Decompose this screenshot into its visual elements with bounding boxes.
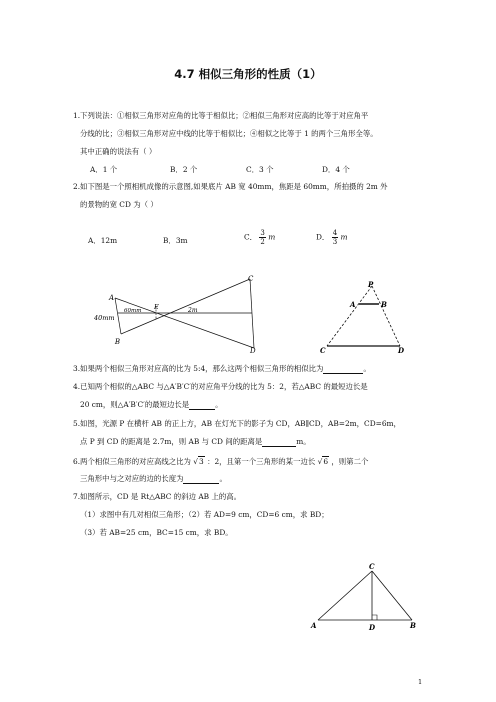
light-shadow-diagram (310, 280, 410, 356)
q2-line2: 的景物的宽 CD 为（ ） (80, 200, 158, 209)
page-title: 4.7 相似三角形的性质（1） (174, 67, 322, 81)
q1-line3: 其中正确的说法有（ ） (80, 147, 157, 156)
q6-line2 (80, 474, 227, 484)
q2-option-c-denominator: 2 (260, 238, 265, 246)
label-b: B (381, 300, 387, 309)
ray-b-to-c (121, 279, 250, 334)
label-c: C (320, 346, 326, 355)
segment-cd (250, 279, 254, 348)
q2-option-d-label: D． (316, 232, 330, 242)
q4-end: 。 (215, 400, 223, 409)
q2-option-a: A．12m (88, 236, 118, 245)
q2-option-d-fraction (332, 229, 338, 246)
q2-option-d-unit: m (340, 232, 348, 242)
label-e: E (154, 303, 159, 311)
q6-radical-1: √3 (193, 457, 204, 466)
q5-text: 点 P 到 CD 的距离是 2.7m，则 AB 与 CD 间的距离是 (80, 437, 263, 446)
q2-option-d (316, 229, 348, 246)
side-bc (372, 571, 412, 620)
q5-line2 (80, 437, 311, 447)
q1-line2: 分线的比；③相似三角形对应中线的比等于相似比；④相似之比等于 1 的两个三角形全等。 (80, 129, 378, 138)
side-ac (318, 571, 372, 620)
q2-option-c-unit: m (268, 232, 276, 242)
q2-option-d-denominator: 3 (332, 238, 338, 246)
q6-radical-2: √6 (317, 457, 329, 466)
q3-line (73, 364, 371, 374)
label-60mm: 60mm (124, 308, 142, 314)
q4-answer-blank (189, 401, 215, 410)
q4-line2 (80, 400, 223, 410)
q1-option-c: C．3 个 (246, 165, 274, 174)
q3-text: 3.如果两个相似三角形对应高的比为 5:4，那么这两个相似三角形的相似比为 (73, 364, 324, 373)
q3-end: 。 (363, 364, 371, 373)
q6-end: 。 (219, 474, 227, 483)
q2-option-c-label: C． (244, 232, 258, 242)
q1-option-a: A．1 个 (90, 165, 118, 174)
label-p: P (368, 280, 374, 289)
label-40mm: 40mm (94, 314, 115, 322)
q6-text: 三角形中与之对应的边的长度为 (80, 474, 184, 483)
q2-option-c-fraction (259, 229, 265, 246)
label-a: A (311, 621, 317, 630)
ray-p-to-c (327, 286, 372, 346)
q2-line1: 2.如下图是一个照相机成像的示意图,如果底片 AB 宽 40mm，焦距是 60mm，所拍摄的 2m 外 (73, 182, 388, 191)
q5-answer-blank (262, 438, 296, 447)
label-a: A (350, 300, 356, 309)
q4-text: 20 cm，则△A′B′C′的最短边长是 (80, 400, 190, 409)
ray-a-to-d (115, 298, 254, 348)
q2-option-b: B．3m (163, 236, 188, 245)
label-2m: 2m (188, 307, 198, 314)
label-d: D (398, 346, 405, 355)
q3-answer-blank (323, 365, 363, 374)
q5-end: m。 (296, 437, 311, 446)
q7-line2: （1）求图中有几对相似三角形；（2）若 AD=9 cm，CD=6 cm，求 BD； (80, 510, 329, 519)
q6-radicand-1: 3 (199, 457, 204, 466)
page-number: 1 (418, 678, 423, 686)
q2-option-c (244, 229, 275, 246)
label-b: B (410, 621, 416, 630)
camera-imaging-diagram (88, 272, 268, 354)
q6-part2: ：2，且第一个三角形的某一边长 (207, 457, 316, 466)
q1-line1: 1.下列说法：①相似三角形对应角的比等于相似比；②相似三角形对应高的比等于对应角平 (73, 111, 369, 120)
q5-line1: 5.如图，光源 P 在横杆 AB 的正上方，AB 在灯光下的影子为 CD，AB∥CD，AB=2m，CD=6m， (73, 419, 401, 428)
q6-radicand-2: 6 (323, 457, 329, 466)
segment-ab (115, 298, 121, 334)
label-d: D (369, 623, 376, 632)
ray-p-to-d (372, 286, 400, 346)
right-triangle-diagram (308, 562, 424, 638)
label-a: A (108, 294, 114, 302)
q6-part3: ，则第二个 (331, 457, 369, 466)
label-c: C (248, 275, 254, 283)
label-b: B (114, 338, 120, 346)
q2-option-d-numerator: 4 (332, 229, 338, 237)
q1-option-d: D．4 个 (322, 165, 350, 174)
label-c: C (369, 562, 375, 571)
q2-option-c-numerator: 3 (260, 229, 265, 237)
q6-answer-blank (183, 475, 219, 484)
q7-line3: （3）若 AB=25 cm，BC=15 cm，求 BD。 (80, 528, 233, 537)
q4-line1: 4.已知两个相似的△ABC 与△A′B′C′的对应角平分线的比为 5：2，若△ABC 的最短边长是 (73, 382, 368, 391)
q6-line1 (73, 456, 368, 467)
q1-option-b: B．2 个 (170, 165, 198, 174)
label-d: D (250, 347, 256, 354)
q7-line1: 7.如图所示，CD 是 Rt△ABC 的斜边 AB 上的高。 (73, 492, 242, 501)
right-angle-mark (372, 615, 377, 620)
q6-part1: 6.两个相似三角形的对应高线之比为 (73, 457, 191, 466)
